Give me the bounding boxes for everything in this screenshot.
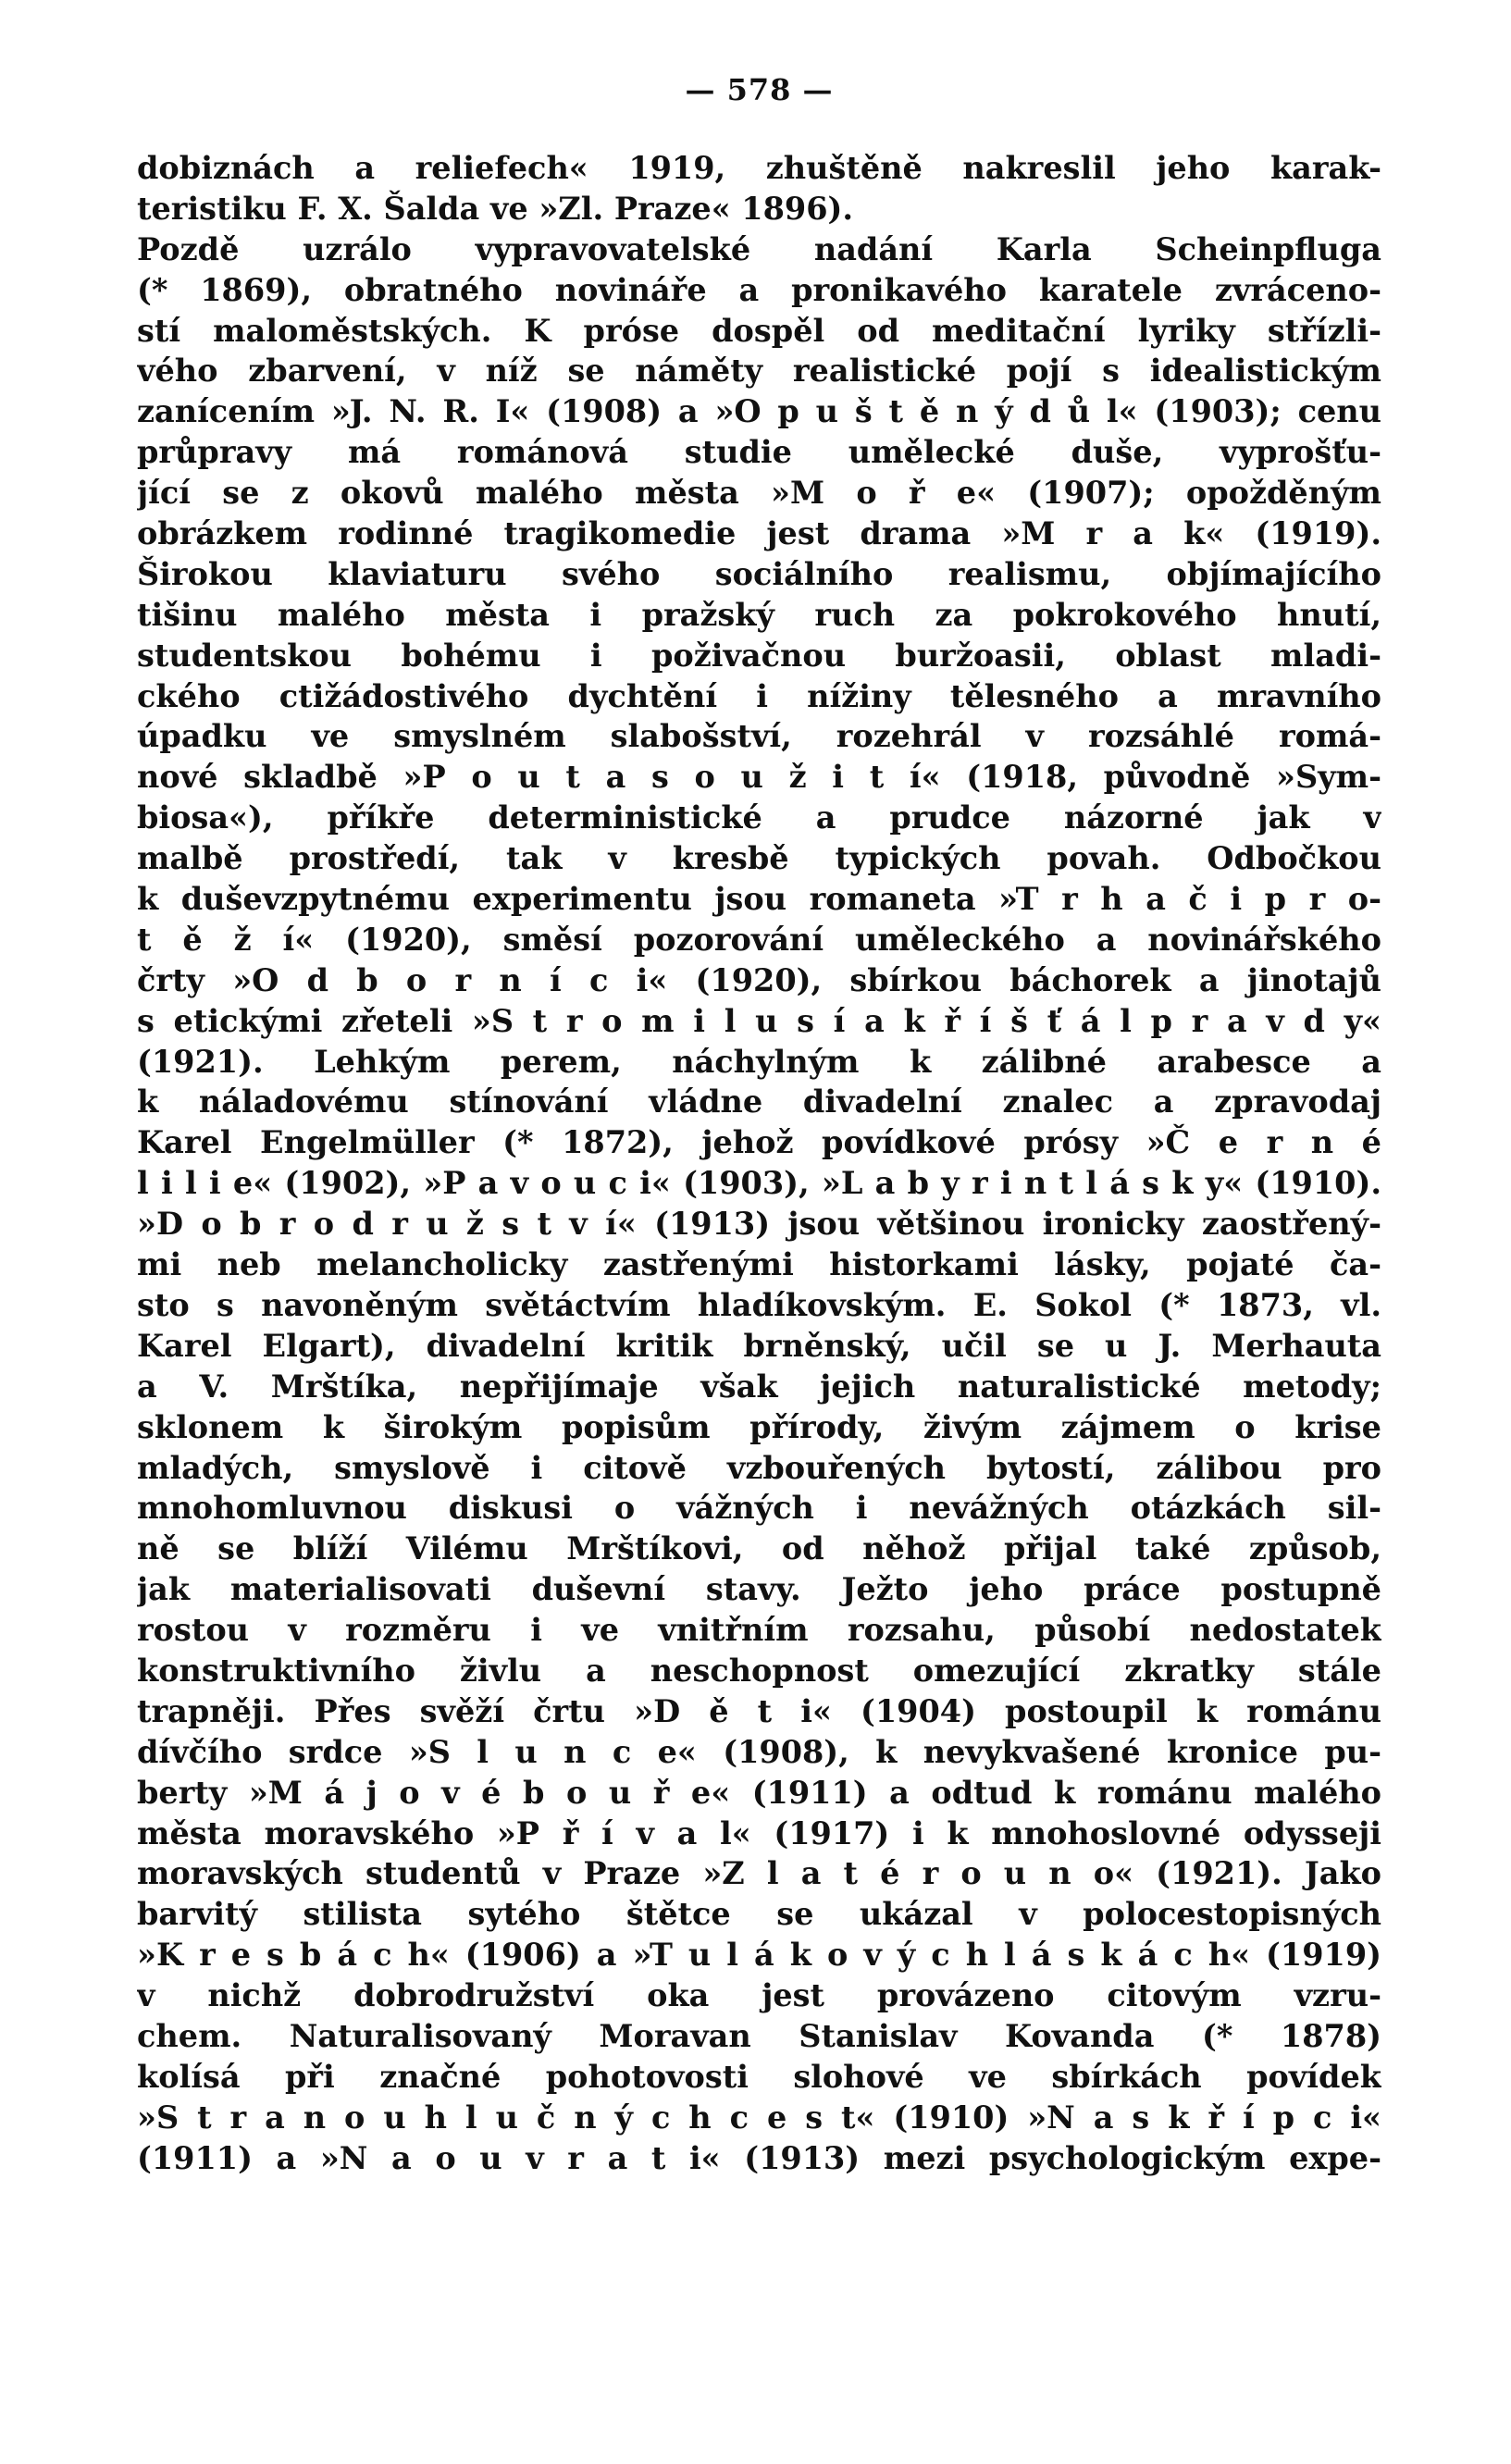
text-line: Karel Elgart), divadelní kritik brněnský, učil se u J. Merhauta	[137, 1327, 1381, 1364]
text-line: »D o b r o d r u ž s t v í« (1913) jsou většinou ironicky zaostřený-	[137, 1206, 1381, 1243]
text-line: vého zbarvení, v níž se náměty realistické pojí s idealistickým	[137, 353, 1381, 390]
text-line: malbě prostředí, tak v kresbě typických povah. Odbočkou	[137, 840, 1381, 877]
text-line: průpravy má románová studie umělecké duše, vyprošťu-	[137, 434, 1381, 471]
text-line: sto s navoněným světáctvím hladíkovským. E. Sokol (* 1873, vl.	[137, 1286, 1381, 1323]
text-line: biosa«), příkře deterministické a prudce názorné jak v	[137, 799, 1381, 836]
book-page	[137, 0, 1381, 2464]
text-line: trapněji. Přes svěží črtu »D ě t i« (1904) postoupil k románu	[137, 1692, 1381, 1729]
text-line: črty »O d b o r n í c i« (1920), sbírkou báchorek a jinotajů	[137, 961, 1381, 998]
text-line: jak materialisovati duševní stavy. Ježto jeho práce postupně	[137, 1571, 1381, 1608]
text-line: s etickými zřeteli »S t r o m i l u s í a k ř í š ť á l p r a v d y«	[137, 1002, 1381, 1039]
text-line: k duševzpytnému experimentu jsou romaneta »T r h a č i p r o-	[137, 881, 1381, 918]
text-line: stí maloměstských. K próse dospěl od meditační lyriky střízli-	[137, 312, 1381, 349]
text-line: t ě ž í« (1920), směsí pozorování uměleckého a novinářského	[137, 921, 1381, 958]
text-line: v nichž dobrodružství oka jest provázeno citovým vzru-	[137, 1977, 1381, 2014]
text-line: Karel Engelmüller (* 1872), jehož povídkové prósy »Č e r n é	[137, 1124, 1381, 1161]
text-line: (* 1869), obratného novináře a pronikavého karatele zvráceno-	[137, 271, 1381, 308]
text-line: kolísá při značné pohotovosti slohové ve sbírkách povídek	[137, 2058, 1381, 2095]
text-line: dobiznách a reliefech« 1919, zhuštěně nakreslil jeho karak-	[137, 150, 1381, 186]
text-line: sklonem k širokým popisům přírody, živým zájmem o krise	[137, 1408, 1381, 1445]
text-line: dívčího srdce »S l u n c e« (1908), k nevykvašené kronice pu-	[137, 1733, 1381, 1770]
text-line: tišinu malého města i pražský ruch za pokrokového hnutí,	[137, 596, 1381, 633]
text-line: rostou v rozměru i ve vnitřním rozsahu, působí nedostatek	[137, 1612, 1381, 1649]
text-line: a V. Mrštíka, nepřijímaje však jejich naturalistické metody;	[137, 1368, 1381, 1405]
text-line: l i l i e« (1902), »P a v o u c i« (1903), »L a b y r i n t l á s k y« (1910).	[137, 1165, 1381, 1202]
text-line: mi neb melancholicky zastřenými historkami lásky, pojaté ča-	[137, 1246, 1381, 1283]
text-line: jící se z okovů malého města »M o ř e« (1907); opožděným	[137, 475, 1381, 512]
text-line: teristiku F. X. Šalda ve »Zl. Praze« 1896).	[137, 190, 854, 227]
text-line: úpadku ve smyslném slabošství, rozehrál v rozsáhlé romá-	[137, 718, 1381, 755]
text-line: k náladovému stínování vládne divadelní znalec a zpravodaj	[137, 1083, 1381, 1121]
text-line: konstruktivního živlu a neschopnost omezující zkratky stále	[137, 1652, 1381, 1689]
text-line: »S t r a n o u h l u č n ý c h c e s t« (1910) »N a s k ř í p c i«	[137, 2099, 1381, 2136]
text-line: chem. Naturalisovaný Moravan Stanislav Kovanda (* 1878)	[137, 2017, 1381, 2054]
text-line: města moravského »P ř í v a l« (1917) i k mnohoslovné odysseji	[137, 1814, 1381, 1851]
text-line: zanícením »J. N. R. I« (1908) a »O p u š t ě n ý d ů l« (1903); cenu	[137, 393, 1381, 430]
text-line: berty »M á j o v é b o u ř e« (1911) a odtud k románu malého	[137, 1774, 1381, 1811]
text-line: mladých, smyslově i citově vzbouřených bytostí, zálibou pro	[137, 1449, 1381, 1486]
text-line: barvitý stilista sytého štětce se ukázal v polocestopisných	[137, 1896, 1381, 1933]
text-line: ně se blíží Vilému Mrštíkovi, od něhož přijal také způsob,	[137, 1530, 1381, 1567]
text-line: ckého ctižádostivého dychtění i nížiny tělesného a mravního	[137, 677, 1381, 714]
text-line: (1921). Lehkým perem, náchylným k zálibné arabesce a	[137, 1043, 1381, 1080]
text-line: studentskou bohému i poživačnou buržoasii, oblast mladi-	[137, 637, 1381, 674]
text-line: obrázkem rodinné tragikomedie jest drama »M r a k« (1919).	[137, 515, 1381, 552]
text-line: mnohomluvnou diskusi o vážných i nevážných otázkách sil-	[137, 1490, 1381, 1527]
body-text	[137, 148, 1381, 2179]
page-number: — 578 —	[685, 72, 834, 107]
text-line: Širokou klaviaturu svého sociálního realismu, objímajícího	[137, 555, 1381, 592]
text-line: »K r e s b á c h« (1906) a »T u l á k o v ý c h l á s k á c h« (1919)	[137, 1937, 1381, 1974]
text-line: moravských studentů v Praze »Z l a t é r o u n o« (1921). Jako	[137, 1855, 1381, 1892]
text-line: (1911) a »N a o u v r a t i« (1913) mezi psychologickým expe-	[137, 2139, 1381, 2176]
text-line: nové skladbě »P o u t a s o u ž i t í« (1918, původně »Sym-	[137, 759, 1381, 796]
text-line: Pozdě uzrálo vypravovatelské nadání Karla Scheinpfluga	[137, 230, 1381, 267]
